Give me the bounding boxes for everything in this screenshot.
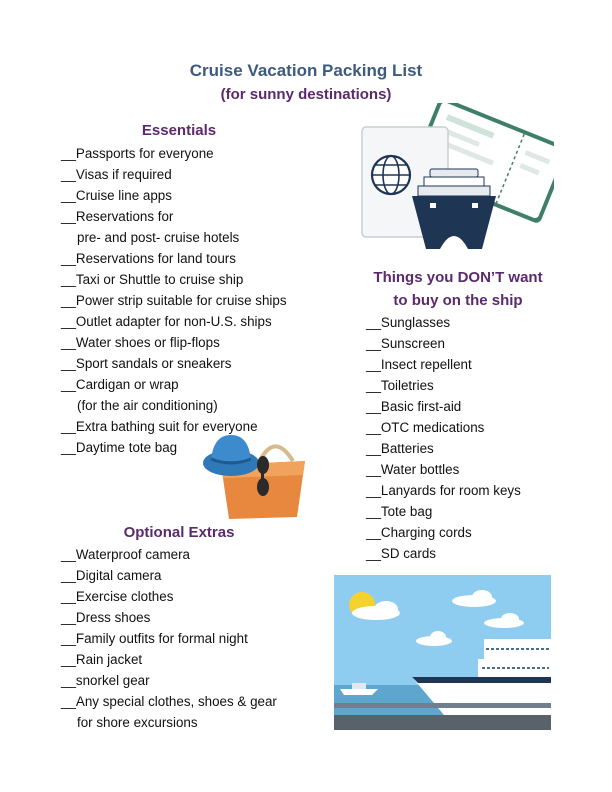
optional-extras-list: [61, 544, 277, 733]
list-item: __Extra bathing suit for everyone: [61, 419, 258, 434]
dont-buy-list: [366, 312, 521, 564]
page-subtitle: (for sunny destinations): [220, 86, 392, 103]
list-item-continuation: for shore excursions: [77, 715, 198, 730]
optional-extras-heading: Optional Extras: [123, 524, 235, 541]
list-item: __Rain jacket: [61, 652, 143, 667]
list-item: __Basic first-aid: [366, 399, 462, 414]
list-item: __Tote bag: [366, 504, 433, 519]
list-item: __Cardigan or wrap: [61, 377, 179, 392]
list-item: __snorkel gear: [61, 673, 150, 688]
list-item: __Lanyards for room keys: [366, 483, 521, 498]
list-item: __Power strip suitable for cruise ships: [61, 293, 287, 308]
list-item: __Reservations for land tours: [61, 251, 236, 266]
list-item-continuation: pre- and post- cruise hotels: [77, 230, 240, 245]
list-item: __Outlet adapter for non-U.S. ships: [61, 314, 272, 329]
list-item: __Passports for everyone: [61, 146, 214, 161]
list-item: __SD cards: [366, 546, 436, 561]
list-item: __Sport sandals or sneakers: [61, 356, 232, 371]
list-item: __Daytime tote bag: [61, 440, 178, 455]
essentials-heading: Essentials: [141, 122, 217, 139]
list-item: __Reservations for: [61, 209, 174, 224]
list-item: __Waterproof camera: [61, 547, 191, 562]
passport-ticket-ship-illustration: [358, 103, 554, 253]
list-item: __Water shoes or flip-flops: [61, 335, 220, 350]
dont-buy-heading-line1: Things you DON’T want: [373, 269, 543, 286]
list-item: __Exercise clothes: [61, 589, 174, 604]
list-item: __Taxi or Shuttle to cruise ship: [61, 272, 244, 287]
list-item: __Charging cords: [366, 525, 472, 540]
list-item: __OTC medications: [366, 420, 485, 435]
beach-bag-illustration: [201, 431, 307, 523]
list-item: __Sunglasses: [366, 315, 451, 330]
essentials-list: [61, 143, 287, 458]
cruise-port-illustration: [334, 575, 551, 730]
page-title: Cruise Vacation Packing List: [189, 61, 423, 80]
list-item: __Cruise line apps: [61, 188, 172, 203]
list-item: __Toiletries: [366, 378, 434, 393]
cruise-ship-icon: [412, 169, 496, 249]
list-item: __Sunscreen: [366, 336, 445, 351]
sun-hat-icon: [203, 435, 259, 476]
list-item: __Dress shoes: [61, 610, 151, 625]
list-item-continuation: (for the air conditioning): [77, 398, 218, 413]
list-item: __Visas if required: [61, 167, 172, 182]
dont-buy-heading-line2: to buy on the ship: [393, 292, 523, 309]
dont-buy-heading: [355, 266, 561, 312]
list-item: __Batteries: [366, 441, 434, 456]
list-item: __Water bottles: [366, 462, 460, 477]
list-item: __Insect repellent: [366, 357, 472, 372]
list-item: __Digital camera: [61, 568, 162, 583]
list-item: __Any special clothes, shoes & gear: [61, 694, 277, 709]
list-item: __Family outfits for formal night: [61, 631, 248, 646]
